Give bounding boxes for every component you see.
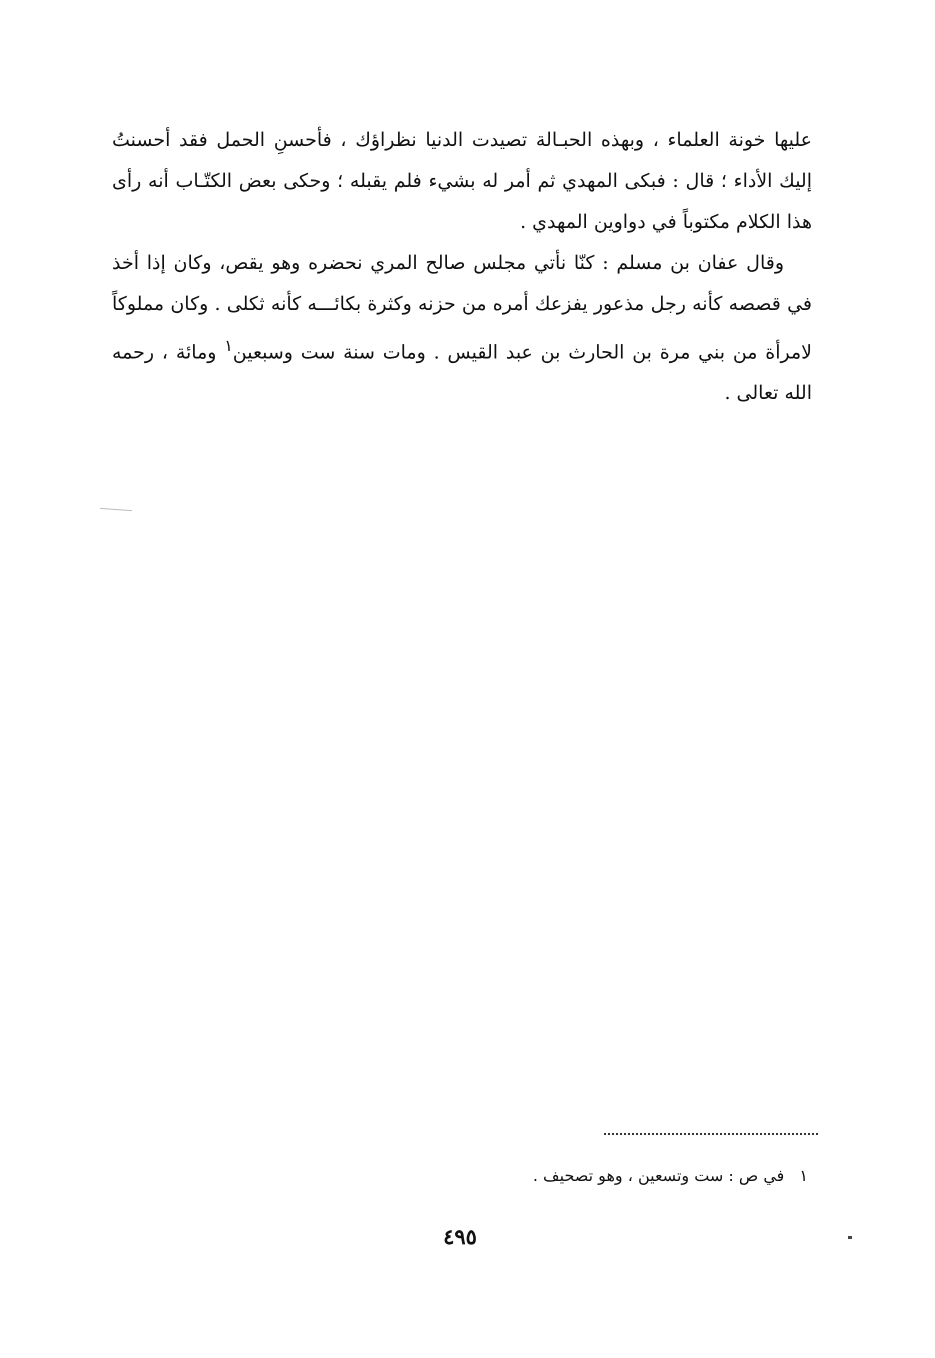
paragraph-1-text: عليها خونة العلماء ، وبهذه الحبـالة تصيدت الدنيا نظراؤك ، فأحسنِ الحمل فقد أحسنتُ إليك الأداء ؛ قال : فبكى المهدي ثم أمر له بشيء فلم يقبله ؛ وحكى بعض الكتّـاب أنه رأى هذا الكلام مكتوباً في دواوين المهدي . <box>112 129 812 233</box>
footnote-text: في ص : ست وتسعين ، وهو تصحيف . <box>532 1166 785 1185</box>
paragraph-2-text: وقال عفان بن مسلم : كنّا نأتي مجلس صالح المري نحضره وهو يقص، وكان إذا أخذ في قصصه كأنه رجل مذعور يفزعك أمره من حزنه وكثرة بكائـــه كأنه ثكلى . وكان مملوكاً لامرأة من بني مرة بن الحارث بن عبد القيس . ومات سنة ست وسبعين <box>112 252 812 364</box>
scan-dot <box>848 1236 852 1239</box>
footnote-separator <box>604 1133 818 1135</box>
paragraph-1 <box>112 120 812 243</box>
paragraph-2 <box>112 243 812 414</box>
page-number: ٤٩٥ <box>443 1224 477 1249</box>
footnote-reference: ١ <box>224 336 233 355</box>
footnote-number: ١ <box>799 1166 808 1185</box>
footnote <box>300 1162 808 1190</box>
scan-mark <box>100 508 132 511</box>
paragraph-2-text-after: ومائة ، رحمه الله تعالى . <box>112 341 812 405</box>
main-text <box>112 120 812 414</box>
